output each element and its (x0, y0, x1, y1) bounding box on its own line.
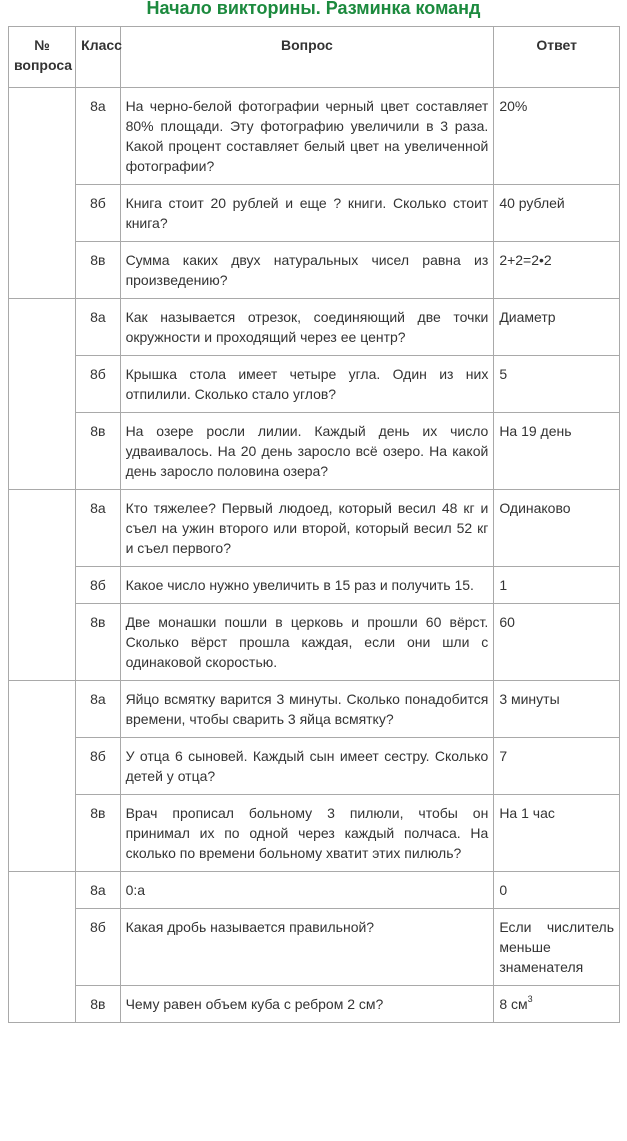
question-cell: На черно-белой фотографии черный цвет составляет 80% площади. Эту фотографию увеличили в 3 раза. Какой процент составляет белый цвет на увеличенной фотографии? (120, 88, 494, 185)
class-cell: 8б (76, 185, 120, 242)
table-row (9, 356, 620, 413)
class-cell: 8в (76, 795, 120, 872)
class-cell: 8б (76, 567, 120, 604)
table-row (9, 604, 620, 681)
question-cell: 0:а (120, 872, 494, 909)
answer-cell: Диаметр (494, 299, 620, 356)
question-cell: У отца 6 сыновей. Каждый сын имеет сестру. Сколько детей у отца? (120, 738, 494, 795)
table-row (9, 567, 620, 604)
question-cell: Какая дробь называется правильной? (120, 909, 494, 986)
question-cell: Чему равен объем куба с ребром 2 см? (120, 986, 494, 1023)
answer-exponent: 3 (527, 994, 533, 1005)
question-cell: Как называется отрезок, соединяющий две точки окружности и проходящий через ее центр? (120, 299, 494, 356)
header-class: Класс (76, 27, 120, 88)
answer-cell: 3 минуты (494, 681, 620, 738)
quiz-table (8, 26, 620, 1023)
question-number-cell (9, 872, 76, 1023)
table-row (9, 986, 620, 1023)
table-row (9, 909, 620, 986)
table-row (9, 872, 620, 909)
class-cell: 8б (76, 909, 120, 986)
answer-cell (494, 986, 620, 1023)
class-cell: 8а (76, 299, 120, 356)
table-row (9, 185, 620, 242)
question-cell: Яйцо всмятку варится 3 минуты. Сколько понадобится времени, чтобы сварить 3 яйца всмятку? (120, 681, 494, 738)
header-question-number: № вопроса (9, 27, 76, 88)
table-row (9, 738, 620, 795)
question-number-cell (9, 88, 76, 299)
class-cell: 8б (76, 738, 120, 795)
question-cell: Какое число нужно увеличить в 15 раз и получить 15. (120, 567, 494, 604)
answer-cell: На 1 час (494, 795, 620, 872)
question-number-cell (9, 681, 76, 872)
answer-cell: Одинаково (494, 490, 620, 567)
class-cell: 8а (76, 681, 120, 738)
answer-cell: 60 (494, 604, 620, 681)
header-answer: Ответ (494, 27, 620, 88)
answer-cell: 40 рублей (494, 185, 620, 242)
class-cell: 8в (76, 242, 120, 299)
answer-cell: 5 (494, 356, 620, 413)
table-row (9, 88, 620, 185)
table-row (9, 413, 620, 490)
question-cell: Крышка стола имеет четыре угла. Один из них отпилили. Сколько стало углов? (120, 356, 494, 413)
answer-text: 8 см (499, 996, 528, 1012)
class-cell: 8а (76, 490, 120, 567)
class-cell: 8а (76, 872, 120, 909)
class-cell: 8б (76, 356, 120, 413)
table-row (9, 795, 620, 872)
question-cell: Кто тяжелее? Первый людоед, который весил 48 кг и съел на ужин второго или второй, который весил 52 кг и съел первого? (120, 490, 494, 567)
answer-cell: На 19 день (494, 413, 620, 490)
page-title: Начало викторины. Разминка команд (146, 0, 481, 18)
answer-cell: 20% (494, 88, 620, 185)
class-cell: 8а (76, 88, 120, 185)
class-cell: 8в (76, 986, 120, 1023)
table-row (9, 681, 620, 738)
answer-cell: 1 (494, 567, 620, 604)
question-cell: Врач прописал больному 3 пилюли, чтобы он принимал их по одной через каждый полчаса. На сколько по времени больному хватит этих пилюль? (120, 795, 494, 872)
class-cell: 8в (76, 604, 120, 681)
answer-cell: 0 (494, 872, 620, 909)
header-question: Вопрос (120, 27, 494, 88)
answer-cell: Если числитель меньше знаменателя (494, 909, 620, 986)
class-cell: 8в (76, 413, 120, 490)
table-row (9, 242, 620, 299)
question-cell: На озере росли лилии. Каждый день их число удваивалось. На 20 день заросло всё озеро. На какой день заросло половина озера? (120, 413, 494, 490)
answer-cell: 7 (494, 738, 620, 795)
question-number-cell (9, 299, 76, 490)
question-cell: Книга стоит 20 рублей и еще ? книги. Сколько стоит книга? (120, 185, 494, 242)
question-cell: Сумма каких двух натуральных чисел равна из произведению? (120, 242, 494, 299)
question-number-cell (9, 490, 76, 681)
table-row (9, 299, 620, 356)
question-cell: Две монашки пошли в церковь и прошли 60 вёрст. Сколько вёрст прошла каждая, если они шли с одинаковой скоростью. (120, 604, 494, 681)
table-row (9, 490, 620, 567)
table-header-row (9, 27, 620, 88)
answer-cell: 2+2=2•2 (494, 242, 620, 299)
